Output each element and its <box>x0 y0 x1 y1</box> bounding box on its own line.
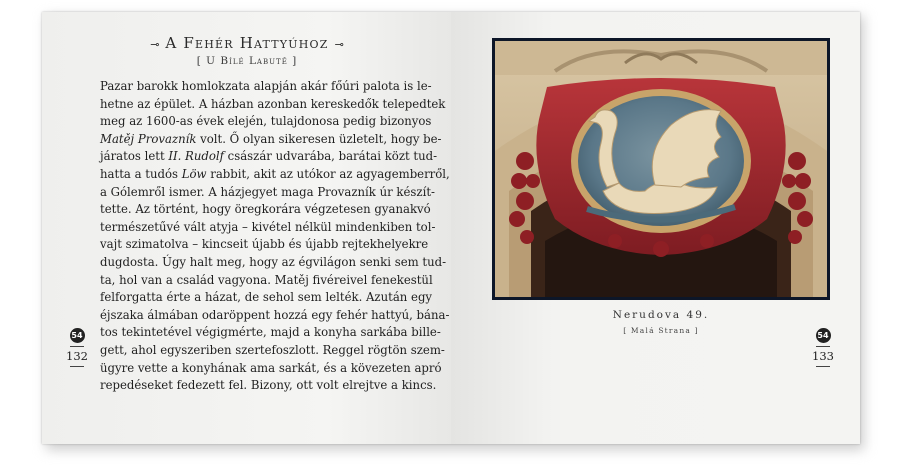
text-run: hatta a tudós <box>100 166 182 181</box>
paragraph-line <box>100 184 435 202</box>
paragraph-line <box>100 377 437 395</box>
paragraph-line <box>100 166 450 184</box>
italic-name: II. Rudolf <box>168 149 224 164</box>
page-number: 133 <box>812 349 834 363</box>
text-run: felforgatta érte a házat, de sehol sem lelték. Azután egy <box>100 290 433 305</box>
photo-caption: Nerudova 49. <box>612 309 710 321</box>
text-run: a Gólemről ismer. A házjegyet maga Provazník úr készít- <box>100 184 435 199</box>
chapter-badge: 54 <box>816 328 831 343</box>
text-run: tos tekintetével végigmérte, majd a konyha sarkába bille- <box>100 325 441 340</box>
text-run: ügyre vette a konyhának ama sarkát, és a kövezeten apró <box>100 360 442 375</box>
paragraph-line <box>100 254 447 272</box>
paragraph-line <box>100 360 442 378</box>
paragraph-line <box>100 272 433 290</box>
right-page-number-block <box>812 328 834 370</box>
text-run: hetne az épület. A házban azonban kereskedők telepedtek <box>100 96 446 111</box>
italic-name: Löw <box>181 166 207 181</box>
text-run: repedéseket fedezett fel. Bizony, ott volt elrejtve a kincs. <box>100 378 437 393</box>
paragraph-line <box>100 131 442 149</box>
text-run: természetűvé vált atyja – kivétel nélkül mindenkiben tol- <box>100 219 436 234</box>
divider <box>70 366 84 367</box>
paragraph-line <box>100 324 441 342</box>
text-run: dugdosta. Úgy halt meg, hogy az égvilágon senki sem tud- <box>100 254 447 269</box>
italic-name: Matěj Provazník <box>100 131 197 146</box>
left-page-number-block <box>66 328 88 370</box>
divider <box>816 346 830 347</box>
paragraph-line <box>100 148 438 166</box>
photo-frame <box>492 38 830 300</box>
text-run: Pazar barokk homlokzata alapján akár főúri palota is le- <box>100 79 432 93</box>
chapter-badge: 54 <box>70 328 85 343</box>
text-run: volt. Ő olyan sikeresen üzletelt, hogy be- <box>196 131 442 146</box>
page-subtitle: [ U Bílé Labutě ] <box>196 55 298 67</box>
text-run: császár udvarába, barátai közt tud- <box>223 149 438 164</box>
page-title <box>102 34 392 52</box>
text-run: ta, hol van a család vagyona. Matěj fivéreivel fenekestül <box>100 272 433 287</box>
text-run: éjszaka álmában odaröppent hozzá egy fehér hattyú, bána- <box>100 307 450 322</box>
paragraph-line <box>100 236 429 254</box>
title-ornament-left: ⊸ <box>150 38 160 51</box>
paragraph-line <box>100 78 432 96</box>
divider <box>70 346 84 347</box>
page-title-text: A Fehér Hattyúhoz <box>165 34 329 52</box>
photo-caption-sub: [ Malá Strana ] <box>623 326 699 335</box>
paragraph-line <box>100 96 446 114</box>
text-run: gett, ahol egyszeriben szertefoszlott. Reggel rögtön szem- <box>100 342 445 357</box>
paragraph-line <box>100 113 432 131</box>
paragraph-line <box>100 219 436 237</box>
title-ornament-right: ⊸ <box>334 38 344 51</box>
paragraph-line <box>100 289 433 307</box>
text-run: járatos lett <box>100 149 169 164</box>
text-run: meg az 1600-as évek elején, tulajdonosa pedig bizonyos <box>100 114 432 129</box>
swan-house-sign-photo <box>495 41 827 297</box>
text-run: vajt szimatolva – kincseit újabb és újabb rejtekhelyekre <box>100 237 429 252</box>
divider <box>816 366 830 367</box>
text-run: tette. Az történt, hogy öregkorára végzetesen gyanakvó <box>100 202 431 217</box>
paragraph-line <box>100 201 431 219</box>
paragraph-line <box>100 307 450 325</box>
text-run: rabbit, akit az utókor az agyagemberről, <box>206 166 450 181</box>
page-number: 132 <box>66 349 88 363</box>
story-paragraph <box>100 78 450 395</box>
paragraph-line <box>100 342 445 360</box>
